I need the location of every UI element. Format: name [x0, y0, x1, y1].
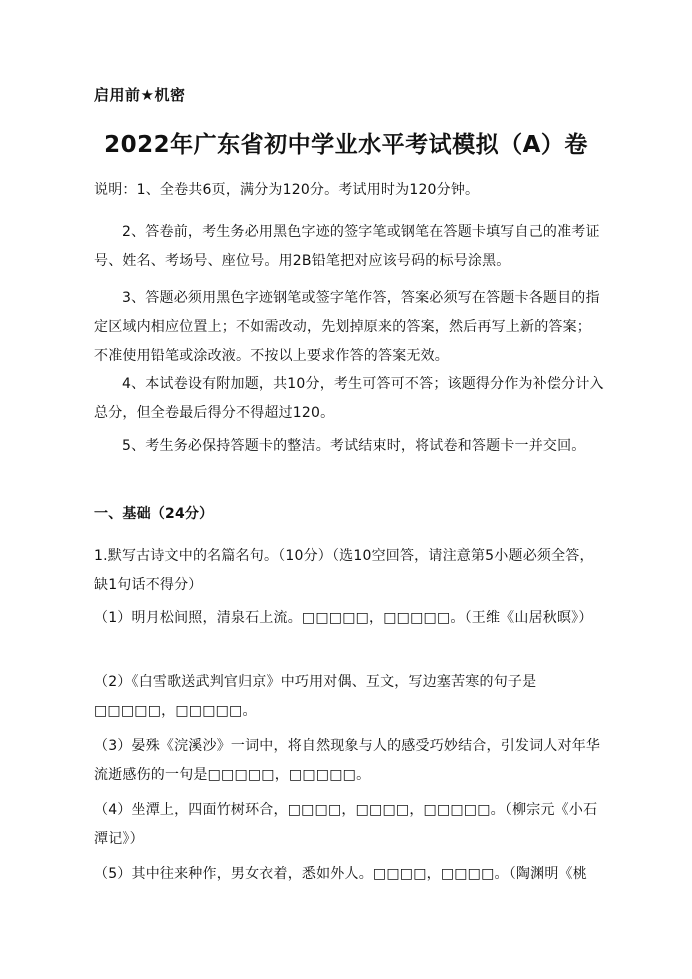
- question-1: 1.默写古诗文中的名篇名句。（10分）（选10空回答，请注意第5小题必须全答，缺1句话不得分）: [94, 548, 594, 593]
- confidential-label: 启用前★机密: [94, 86, 186, 104]
- instruction-3: 3、答题必须用黑色字迹钢笔或签字笔作答，答案必须写在答题卡各题目的指定区域内相应位置上；不如需改动，先划掉原来的答案，然后再写上新的答案；不准使用铅笔或涂改液。不按以上要求作答的答案无效。: [94, 290, 600, 364]
- page-title: 2022年广东省初中学业水平考试模拟（A）卷: [104, 132, 588, 158]
- question-1-item-1: （1）明月松间照，清泉石上流。□□□□□，□□□□□。（王维《山居秋暝》）: [94, 610, 593, 626]
- question-1-item-5: （5）其中往来种作，男女衣着，悉如外人。□□□□，□□□□。（陶渊明《桃: [94, 866, 587, 882]
- instruction-2: 2、答卷前，考生务必用黑色字迹的签字笔或钢笔在答题卡填写自己的准考证号、姓名、考场号、座位号。用2B铅笔把对应该号码的标号涂黑。: [94, 224, 600, 269]
- instruction-5: 5、考生务必保持答题卡的整洁。考试结束时，将试卷和答题卡一并交回。: [122, 438, 586, 454]
- question-1-item-4: （4）坐潭上，四面竹树环合，□□□□，□□□□，□□□□□。（柳宗元《小石潭记》）: [94, 802, 598, 847]
- instruction-4: 4、本试卷设有附加题，共10分，考生可答可不答；该题得分作为补偿分计入总分，但全卷最后得分不得超过120。: [94, 376, 604, 421]
- question-1-item-3: （3）晏殊《浣溪沙》一词中，将自然现象与人的感受巧妙结合，引发词人对年华流逝感伤的一句是□□□□□，□□□□□。: [94, 738, 601, 783]
- question-1-item-2: （2）《白雪歌送武判官归京》中巧用对偶、互文，写边塞苦寒的句子是□□□□□，□□□□□。: [94, 674, 537, 719]
- section-heading: 一、基础（24分）: [94, 506, 214, 522]
- instruction-1: 说明：1、全卷共6页，满分为120分。考试用时为120分钟。: [94, 182, 480, 198]
